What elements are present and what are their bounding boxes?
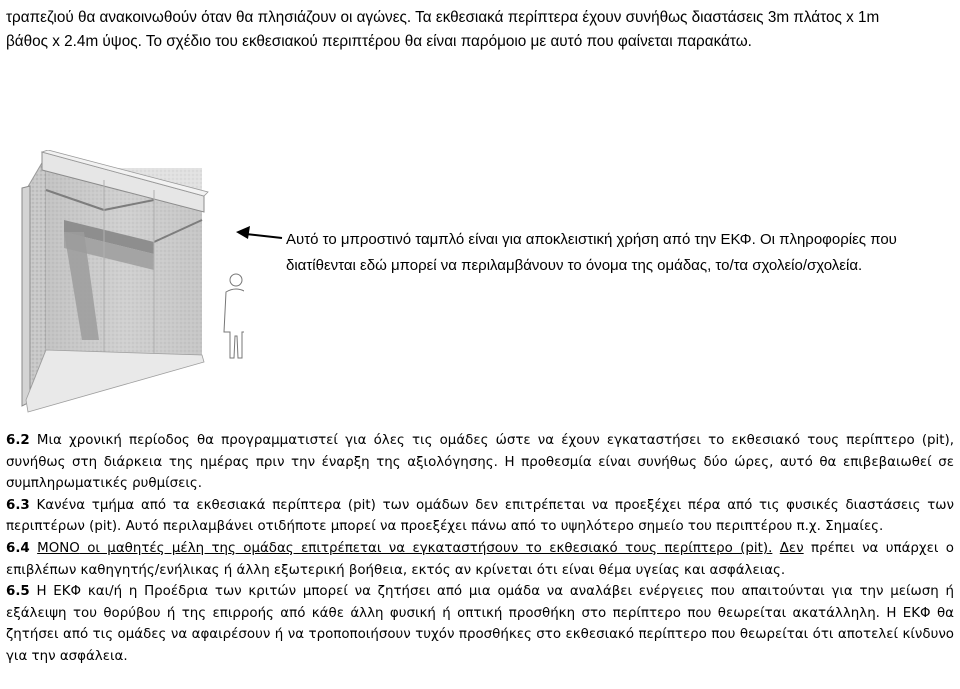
rule-6-5 <box>6 581 954 667</box>
exhibition-booth-illustration <box>4 150 244 415</box>
intro-dimensions-width-depth: 3m πλάτος x 1m <box>767 9 880 26</box>
rule-number: 6.2 <box>6 433 30 448</box>
figure-caption <box>286 227 956 279</box>
caption-line1: Αυτό το μπροστινό ταμπλό είναι για αποκλειστική χρήση από την ΕΚΦ. Οι πληροφορίες που <box>286 231 897 248</box>
rule-text-underlined-2: Δεν <box>779 540 804 556</box>
intro-line2-text: . Το σχέδιο του εκθεσιακού περιπτέρου θα είναι παρόμοιο με αυτό που φαίνεται παρακάτω. <box>137 33 752 50</box>
human-scale-figure <box>224 274 244 358</box>
intro-line1-text: τραπεζιού θα ανακοινωθούν όταν θα πλησιάζουν οι αγώνες. Τα εκθεσιακά περίπτερα έχουν συνήθως διαστάσεις <box>6 9 764 26</box>
rules-section <box>6 430 954 668</box>
rule-6-3 <box>6 495 954 538</box>
rule-text: Μια χρονική περίοδος θα προγραμματιστεί για όλες τις ομάδες ώστε να έχουν εγκαταστήσει το εκθεσιακό τους περίπτερο (pit), συνήθως στη διάρκεια της ημέρας πριν την έναρξη της αξιολόγησης. Η προθεσμία είναι συνήθως δύο ώρες, αυτό θα επιβεβαιωθεί σε συμπληρωματικές ρυθμίσεις. <box>6 433 954 492</box>
rule-text: Κανένα τμήμα από τα εκθεσιακά περίπτερα (pit) των ομάδων δεν επιτρέπεται να προεξέχει πέρα από τις φυσικές διαστάσεις των περιπτέρων (pit). Αυτό περιλαμβάνει οτιδήποτε μπορεί να προεξέχει πάνω από το υψηλότερο σημείο του περιπτέρου π.χ. Σημαίες. <box>6 497 954 535</box>
rule-6-4 <box>6 538 954 581</box>
rule-emphasis-only: ΜΟΝΟ <box>37 540 80 556</box>
arrow-left-icon <box>236 222 284 242</box>
rule-text-space <box>772 541 779 556</box>
rule-number: 6.5 <box>6 584 30 600</box>
rule-6-2 <box>6 430 954 495</box>
rule-text: πρέπει να υπάρχει ο επιβλέπων καθηγητής/ενήλικας ή άλλη εξωτερική βοήθεια, εκτός αν κρίνεται ότι είναι θέμα υγείας και ασφάλειας. <box>6 540 955 578</box>
intro-paragraph <box>6 6 954 54</box>
caption-line2: διατίθενται εδώ μπορεί να περιλαμβάνουν το όνομα της ομάδας, το/τα σχολείο/σχολεία. <box>286 257 863 274</box>
rule-text: Η ΕΚΦ και/ή η Προέδρια των κριτών μπορεί να ζητήσει από μια ομάδα να αναλάβει ενέργειες που απαιτούνται για την μείωση ή εξάλειψη του θορύβου ή της επιρροής από κάθε άλλη φυσική ή οπτική προσθήκη στο περίπτερο που θεωρείται ακατάλληλη. Η ΕΚΦ θα ζητήσει από τις ομάδες να αφαιρέσουν ή να τροποποιήσουν τυχόν προσθήκες στο εκθεσιακό περίπτερο που θεωρείται ότι αποτελεί κίνδυνο για την ασφάλεια. <box>6 584 954 664</box>
rule-number: 6.3 <box>6 497 30 513</box>
intro-dimensions-height: βάθος x 2.4m ύψος <box>6 33 138 50</box>
rule-text-underlined: οι μαθητές μέλη της ομάδας επιτρέπεται να εγκαταστήσουν το εκθεσιακό τους περίπτερο (pit). <box>79 540 773 556</box>
rule-number: 6.4 <box>6 540 30 556</box>
